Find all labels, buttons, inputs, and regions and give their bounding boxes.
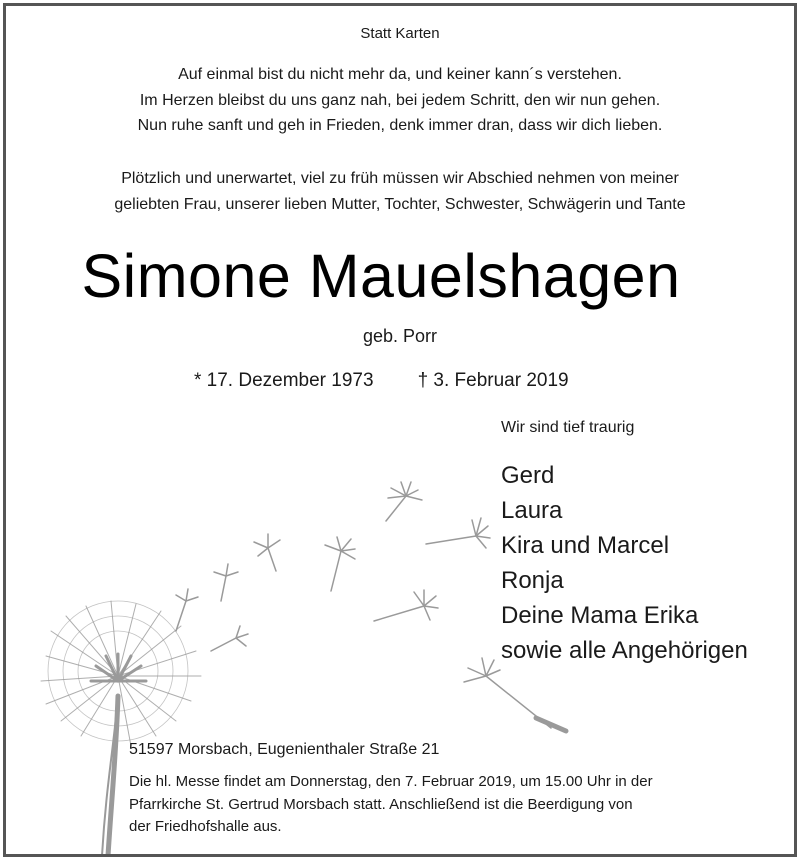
- family-member: Kira und Marcel: [501, 532, 670, 559]
- address: 51597 Morsbach, Eugenienthaler Straße 21: [129, 741, 440, 758]
- mourning-line: Wir sind tief traurig: [501, 419, 635, 436]
- service-info: [129, 771, 769, 839]
- poem-line: Auf einmal bist du nicht mehr da, und keiner kann´s verstehen.: [178, 66, 622, 83]
- notice-line: Plötzlich und unerwartet, viel zu früh müssen wir Abschied nehmen von meiner: [121, 170, 679, 187]
- death-date: † 3. Februar 2019: [417, 370, 569, 391]
- family-member: Gerd: [501, 462, 555, 489]
- family-member: sowie alle Angehörigen: [501, 637, 748, 664]
- poem-line: Im Herzen bleibst du uns ganz nah, bei jedem Schritt, den wir nun gehen.: [139, 91, 661, 109]
- life-dates: [194, 370, 613, 392]
- maiden-name: geb. Porr: [362, 326, 438, 346]
- service-line: der Friedhofshalle aus.: [129, 818, 282, 835]
- family-member: Ronja: [501, 567, 564, 594]
- obituary-card: [3, 3, 797, 857]
- deceased-name: Simone Mauelshagen: [81, 242, 681, 310]
- intro-label: Statt Karten: [360, 25, 440, 42]
- service-line: Pfarrkirche St. Gertrud Morsbach statt. Anschließend ist die Beerdigung von: [129, 795, 633, 813]
- poem-line: Nun ruhe sanft und geh in Frieden, denk immer dran, dass wir dich lieben.: [137, 117, 663, 134]
- family-member: Deine Mama Erika: [501, 602, 699, 629]
- family-list: [501, 458, 748, 668]
- death-notice: [6, 166, 794, 217]
- poem: [6, 62, 794, 139]
- notice-line: geliebten Frau, unserer lieben Mutter, Tochter, Schwester, Schwägerin und Tante: [114, 195, 686, 213]
- family-member: Laura: [501, 497, 563, 524]
- service-line: Die hl. Messe findet am Donnerstag, den 7. Februar 2019, um 15.00 Uhr in der: [129, 773, 653, 790]
- birth-date: * 17. Dezember 1973: [194, 370, 374, 391]
